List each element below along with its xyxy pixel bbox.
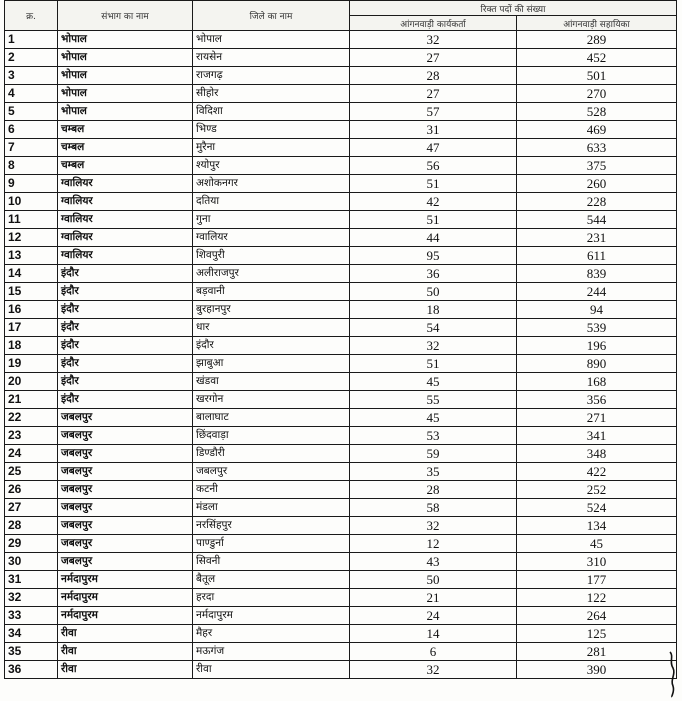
- row-number: 18: [5, 337, 58, 355]
- division-name: ग्वालियर: [58, 229, 193, 247]
- worker-vacancies: 58: [350, 499, 517, 517]
- worker-vacancies: 45: [350, 409, 517, 427]
- helper-vacancies: 196: [517, 337, 677, 355]
- district-name: नरसिंहपुर: [193, 517, 350, 535]
- helper-vacancies: 244: [517, 283, 677, 301]
- worker-vacancies: 45: [350, 373, 517, 391]
- worker-vacancies: 54: [350, 319, 517, 337]
- division-name: इंदौर: [58, 319, 193, 337]
- district-name: श्योपुर: [193, 157, 350, 175]
- row-number: 34: [5, 625, 58, 643]
- row-number: 28: [5, 517, 58, 535]
- header-helper: आंगनवाड़ी सहायिका: [517, 16, 677, 31]
- division-name: जबलपुर: [58, 481, 193, 499]
- row-number: 26: [5, 481, 58, 499]
- table-row: [5, 247, 677, 265]
- district-name: भोपाल: [193, 31, 350, 49]
- division-name: भोपाल: [58, 31, 193, 49]
- row-number: 31: [5, 571, 58, 589]
- row-number: 15: [5, 283, 58, 301]
- helper-vacancies: 348: [517, 445, 677, 463]
- row-number: 2: [5, 49, 58, 67]
- row-number: 17: [5, 319, 58, 337]
- row-number: 10: [5, 193, 58, 211]
- district-name: बुरहानपुर: [193, 301, 350, 319]
- division-name: ग्वालियर: [58, 175, 193, 193]
- division-name: इंदौर: [58, 355, 193, 373]
- district-name: खंडवा: [193, 373, 350, 391]
- row-number: 32: [5, 589, 58, 607]
- row-number: 14: [5, 265, 58, 283]
- division-name: इंदौर: [58, 301, 193, 319]
- helper-vacancies: 289: [517, 31, 677, 49]
- header-division: संभाग का नाम: [58, 1, 193, 31]
- division-name: चम्बल: [58, 139, 193, 157]
- worker-vacancies: 28: [350, 67, 517, 85]
- header-worker: आंगनवाड़ी कार्यकर्ता: [350, 16, 517, 31]
- table-row: [5, 643, 677, 661]
- row-number: 6: [5, 121, 58, 139]
- table-row: [5, 481, 677, 499]
- district-name: बैतूल: [193, 571, 350, 589]
- row-number: 30: [5, 553, 58, 571]
- division-name: जबलपुर: [58, 553, 193, 571]
- table-row: [5, 265, 677, 283]
- helper-vacancies: 611: [517, 247, 677, 265]
- table-row: [5, 445, 677, 463]
- division-name: ग्वालियर: [58, 247, 193, 265]
- district-name: इंदौर: [193, 337, 350, 355]
- table-row: [5, 499, 677, 517]
- table-row: [5, 319, 677, 337]
- table-row: [5, 517, 677, 535]
- table-row: [5, 337, 677, 355]
- row-number: 4: [5, 85, 58, 103]
- worker-vacancies: 50: [350, 283, 517, 301]
- district-name: डिण्डौरी: [193, 445, 350, 463]
- table-row: [5, 535, 677, 553]
- district-name: मंडला: [193, 499, 350, 517]
- district-name: गुना: [193, 211, 350, 229]
- helper-vacancies: 252: [517, 481, 677, 499]
- district-name: कटनी: [193, 481, 350, 499]
- table-row: [5, 391, 677, 409]
- helper-vacancies: 375: [517, 157, 677, 175]
- district-name: झाबुआ: [193, 355, 350, 373]
- table-row: [5, 283, 677, 301]
- header-sr: क्र.: [5, 1, 58, 31]
- worker-vacancies: 24: [350, 607, 517, 625]
- table-row: [5, 49, 677, 67]
- table-row: [5, 103, 677, 121]
- worker-vacancies: 12: [350, 535, 517, 553]
- worker-vacancies: 51: [350, 175, 517, 193]
- helper-vacancies: 264: [517, 607, 677, 625]
- division-name: नर्मदापुरम: [58, 589, 193, 607]
- vacancy-table: [4, 0, 677, 679]
- table-body: [5, 31, 677, 679]
- helper-vacancies: 524: [517, 499, 677, 517]
- district-name: नर्मदापुरम: [193, 607, 350, 625]
- worker-vacancies: 18: [350, 301, 517, 319]
- worker-vacancies: 59: [350, 445, 517, 463]
- table-row: [5, 139, 677, 157]
- row-number: 3: [5, 67, 58, 85]
- division-name: जबलपुर: [58, 409, 193, 427]
- table-row: [5, 607, 677, 625]
- worker-vacancies: 53: [350, 427, 517, 445]
- helper-vacancies: 168: [517, 373, 677, 391]
- district-name: जबलपुर: [193, 463, 350, 481]
- district-name: धार: [193, 319, 350, 337]
- division-name: इंदौर: [58, 265, 193, 283]
- row-number: 21: [5, 391, 58, 409]
- row-number: 13: [5, 247, 58, 265]
- district-name: बड़वानी: [193, 283, 350, 301]
- district-name: पाण्डुर्ना: [193, 535, 350, 553]
- helper-vacancies: 270: [517, 85, 677, 103]
- division-name: ग्वालियर: [58, 193, 193, 211]
- helper-vacancies: 231: [517, 229, 677, 247]
- row-number: 5: [5, 103, 58, 121]
- table-row: [5, 67, 677, 85]
- helper-vacancies: 528: [517, 103, 677, 121]
- worker-vacancies: 21: [350, 589, 517, 607]
- worker-vacancies: 51: [350, 211, 517, 229]
- helper-vacancies: 310: [517, 553, 677, 571]
- district-name: शिवपुरी: [193, 247, 350, 265]
- worker-vacancies: 42: [350, 193, 517, 211]
- division-name: इंदौर: [58, 373, 193, 391]
- table-row: [5, 157, 677, 175]
- helper-vacancies: 122: [517, 589, 677, 607]
- row-number: 19: [5, 355, 58, 373]
- district-name: रायसेन: [193, 49, 350, 67]
- district-name: भिण्ड: [193, 121, 350, 139]
- division-name: जबलपुर: [58, 463, 193, 481]
- division-name: रीवा: [58, 661, 193, 679]
- helper-vacancies: 94: [517, 301, 677, 319]
- helper-vacancies: 501: [517, 67, 677, 85]
- helper-vacancies: 839: [517, 265, 677, 283]
- helper-vacancies: 452: [517, 49, 677, 67]
- worker-vacancies: 55: [350, 391, 517, 409]
- table-row: [5, 193, 677, 211]
- district-name: छिंदवाड़ा: [193, 427, 350, 445]
- table-row: [5, 121, 677, 139]
- worker-vacancies: 27: [350, 49, 517, 67]
- row-number: 7: [5, 139, 58, 157]
- division-name: रीवा: [58, 625, 193, 643]
- worker-vacancies: 32: [350, 337, 517, 355]
- division-name: नर्मदापुरम: [58, 607, 193, 625]
- document-page: [4, 0, 676, 701]
- header-district: जिले का नाम: [193, 1, 350, 31]
- division-name: जबलपुर: [58, 445, 193, 463]
- district-name: मैहर: [193, 625, 350, 643]
- table-row: [5, 463, 677, 481]
- helper-vacancies: 45: [517, 535, 677, 553]
- worker-vacancies: 56: [350, 157, 517, 175]
- row-number: 29: [5, 535, 58, 553]
- district-name: खरगोन: [193, 391, 350, 409]
- worker-vacancies: 32: [350, 517, 517, 535]
- division-name: चम्बल: [58, 121, 193, 139]
- district-name: विदिशा: [193, 103, 350, 121]
- row-number: 24: [5, 445, 58, 463]
- worker-vacancies: 50: [350, 571, 517, 589]
- division-name: भोपाल: [58, 49, 193, 67]
- division-name: इंदौर: [58, 391, 193, 409]
- district-name: ग्वालियर: [193, 229, 350, 247]
- row-number: 9: [5, 175, 58, 193]
- table-row: [5, 589, 677, 607]
- division-name: जबलपुर: [58, 427, 193, 445]
- table-row: [5, 427, 677, 445]
- table-row: [5, 301, 677, 319]
- worker-vacancies: 35: [350, 463, 517, 481]
- table-row: [5, 355, 677, 373]
- worker-vacancies: 95: [350, 247, 517, 265]
- district-name: दतिया: [193, 193, 350, 211]
- district-name: सीहोर: [193, 85, 350, 103]
- table-row: [5, 625, 677, 643]
- worker-vacancies: 6: [350, 643, 517, 661]
- worker-vacancies: 47: [350, 139, 517, 157]
- division-name: रीवा: [58, 643, 193, 661]
- helper-vacancies: 271: [517, 409, 677, 427]
- row-number: 33: [5, 607, 58, 625]
- row-number: 36: [5, 661, 58, 679]
- table-row: [5, 553, 677, 571]
- division-name: ग्वालियर: [58, 211, 193, 229]
- worker-vacancies: 32: [350, 31, 517, 49]
- table-row: [5, 229, 677, 247]
- worker-vacancies: 32: [350, 661, 517, 679]
- division-name: इंदौर: [58, 337, 193, 355]
- district-name: बालाघाट: [193, 409, 350, 427]
- helper-vacancies: 281: [517, 643, 677, 661]
- helper-vacancies: 633: [517, 139, 677, 157]
- table-row: [5, 409, 677, 427]
- helper-vacancies: 228: [517, 193, 677, 211]
- row-number: 25: [5, 463, 58, 481]
- division-name: भोपाल: [58, 85, 193, 103]
- row-number: 35: [5, 643, 58, 661]
- division-name: जबलपुर: [58, 517, 193, 535]
- division-name: भोपाल: [58, 67, 193, 85]
- worker-vacancies: 51: [350, 355, 517, 373]
- worker-vacancies: 27: [350, 85, 517, 103]
- helper-vacancies: 469: [517, 121, 677, 139]
- helper-vacancies: 177: [517, 571, 677, 589]
- worker-vacancies: 57: [350, 103, 517, 121]
- worker-vacancies: 14: [350, 625, 517, 643]
- district-name: मऊगंज: [193, 643, 350, 661]
- helper-vacancies: 544: [517, 211, 677, 229]
- division-name: नर्मदापुरम: [58, 571, 193, 589]
- helper-vacancies: 125: [517, 625, 677, 643]
- table-row: [5, 31, 677, 49]
- table-row: [5, 571, 677, 589]
- worker-vacancies: 31: [350, 121, 517, 139]
- row-number: 11: [5, 211, 58, 229]
- table-header: [5, 1, 677, 31]
- helper-vacancies: 422: [517, 463, 677, 481]
- district-name: रीवा: [193, 661, 350, 679]
- row-number: 23: [5, 427, 58, 445]
- division-name: जबलपुर: [58, 535, 193, 553]
- helper-vacancies: 390: [517, 661, 677, 679]
- helper-vacancies: 356: [517, 391, 677, 409]
- helper-vacancies: 260: [517, 175, 677, 193]
- worker-vacancies: 36: [350, 265, 517, 283]
- district-name: सिवनी: [193, 553, 350, 571]
- row-number: 16: [5, 301, 58, 319]
- helper-vacancies: 134: [517, 517, 677, 535]
- worker-vacancies: 44: [350, 229, 517, 247]
- table-row: [5, 211, 677, 229]
- row-number: 1: [5, 31, 58, 49]
- table-row: [5, 661, 677, 679]
- row-number: 20: [5, 373, 58, 391]
- helper-vacancies: 890: [517, 355, 677, 373]
- division-name: चम्बल: [58, 157, 193, 175]
- table-row: [5, 373, 677, 391]
- district-name: अलीराजपुर: [193, 265, 350, 283]
- district-name: हरदा: [193, 589, 350, 607]
- table-row: [5, 175, 677, 193]
- margin-pen-mark: [668, 650, 676, 698]
- district-name: मुरैना: [193, 139, 350, 157]
- row-number: 8: [5, 157, 58, 175]
- division-name: जबलपुर: [58, 499, 193, 517]
- row-number: 12: [5, 229, 58, 247]
- worker-vacancies: 43: [350, 553, 517, 571]
- helper-vacancies: 341: [517, 427, 677, 445]
- district-name: अशोकनगर: [193, 175, 350, 193]
- helper-vacancies: 539: [517, 319, 677, 337]
- row-number: 27: [5, 499, 58, 517]
- header-vacancy-group: रिक्त पदों की संख्या: [350, 1, 677, 16]
- division-name: भोपाल: [58, 103, 193, 121]
- table-row: [5, 85, 677, 103]
- worker-vacancies: 28: [350, 481, 517, 499]
- division-name: इंदौर: [58, 283, 193, 301]
- row-number: 22: [5, 409, 58, 427]
- district-name: राजगढ़: [193, 67, 350, 85]
